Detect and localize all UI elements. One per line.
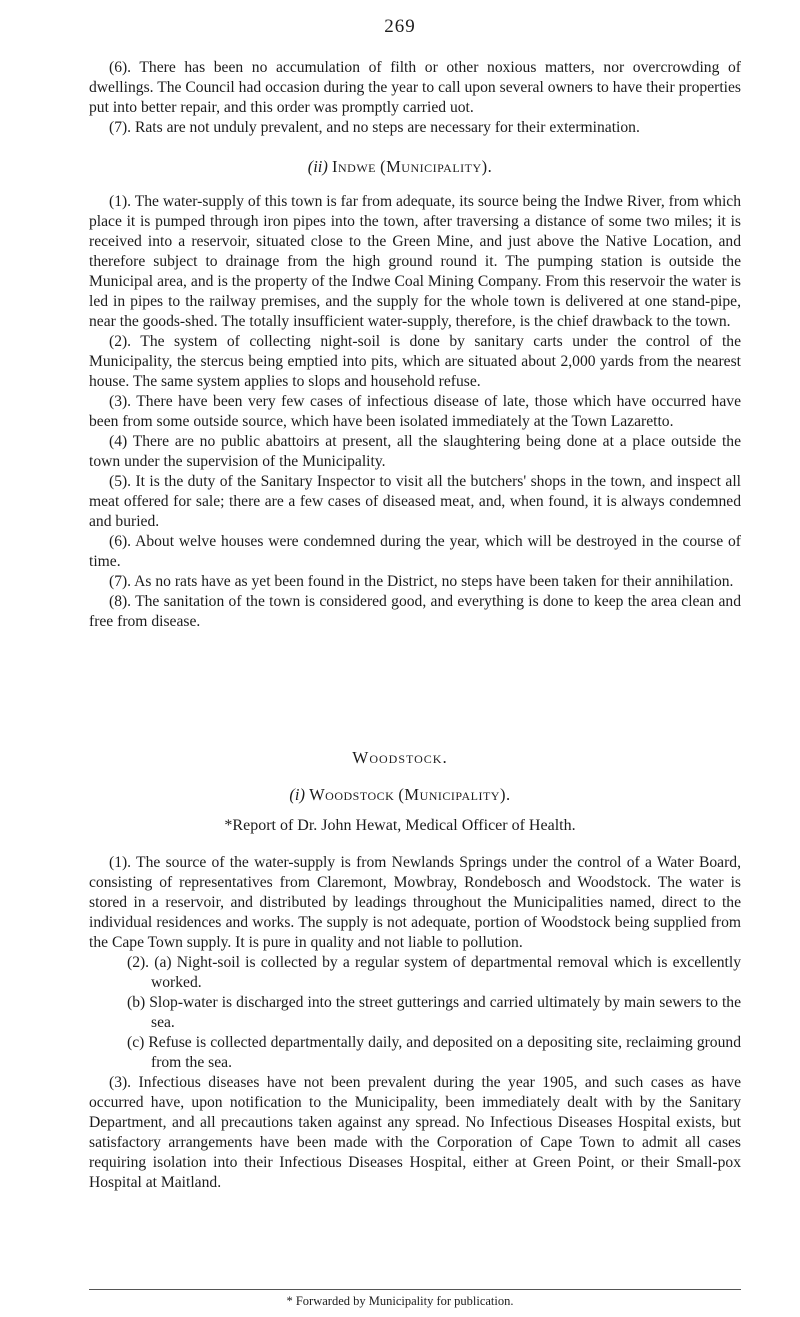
indwe-paragraph-7: (7). As no rats have as yet been found in the District, no steps have been taken for their annihilation. bbox=[109, 573, 734, 590]
woodstock-subheading-rest: (Municipality). bbox=[398, 785, 511, 804]
indwe-paragraph-4: (4) There are no public abattoirs at present, all the slaughtering being done at a place outside the town under the supervision of the Municipality. bbox=[89, 433, 741, 470]
woodstock-district-heading: Woodstock. bbox=[352, 748, 448, 767]
indwe-heading-number: (ii) bbox=[307, 157, 328, 176]
footnote: * Forwarded by Municipality for publication. bbox=[286, 1294, 514, 1308]
indwe-paragraph-3: (3). There have been very few cases of infectious disease of late, those which have occurred have been from some outside source, which have been isolated immediately at the Town Lazaretto. bbox=[89, 393, 741, 430]
page-number: 269 bbox=[384, 16, 416, 37]
report-attribution: *Report of Dr. John Hewat, Medical Officer of Health. bbox=[224, 817, 576, 834]
indwe-heading-sub: (Municipality). bbox=[380, 157, 493, 176]
woodstock-paragraph-2b: (b) Slop-water is discharged into the street gutterings and carried ultimately by main sewers to the sea. bbox=[127, 994, 741, 1031]
indwe-paragraph-1: (1). The water-supply of this town is far from adequate, its source being the Indwe River, from which place it is pumped through iron pipes into the town, after traversing a distance of some two miles; it is received into a reservoir, situated close to the Green Mine, and just above the Native Location, and therefore subject to drainage from the high ground round it. The pumping station is outside the Municipal area, and is the property of the Indwe Coal Mining Company. From this reservoir the water is led in pipes to the railway premises, and the supply for the whole town is delivered at one stand-pipe, near the goods-shed. The totally insufficient water-supply, therefore, is the chief drawback to the town. bbox=[89, 193, 741, 330]
indwe-paragraph-2: (2). The system of collecting night-soil is done by sanitary carts under the control of the Municipality, the stercus being emptied into pits, which are situated about 2,000 yards from the nearest house. The same system applies to slops and household refuse. bbox=[89, 333, 741, 390]
paragraph-6: (6). There has been no accumulation of filth or other noxious matters, nor overcrowding of dwellings. The Council had occasion during the year to call upon several owners to have their properties put into better repair, and this order was promptly carried uot. bbox=[89, 59, 741, 116]
footnote-divider bbox=[89, 1289, 741, 1290]
woodstock-subheading-name: Woodstock bbox=[309, 785, 395, 804]
woodstock-paragraph-3: (3). Infectious diseases have not been prevalent during the year 1905, and such cases as have occurred have, upon notification to the Municipality, been immediately dealt with by the Sanitary Department, and all precautions taken against any spread. No Infectious Diseases Hospital exists, but satisfactory arrangements have been made with the Corporation of Cape Town to admit all cases requiring isolation into their Infectious Diseases Hospital, either at Green Point, or their Small-pox Hospital at Maitland. bbox=[89, 1074, 741, 1191]
woodstock-paragraph-2a: (2). (a) Night-soil is collected by a regular system of departmental removal which is excellently worked. bbox=[127, 954, 741, 991]
paragraph-7: (7). Rats are not unduly prevalent, and no steps are necessary for their extermination. bbox=[109, 119, 640, 136]
woodstock-subheading-number: (i) bbox=[289, 785, 305, 804]
indwe-paragraph-6: (6). About welve houses were condemned during the year, which will be destroyed in the course of time. bbox=[89, 533, 741, 570]
indwe-paragraph-8: (8). The sanitation of the town is considered good, and everything is done to keep the area clean and free from disease. bbox=[89, 593, 741, 630]
indwe-section bbox=[89, 192, 741, 632]
woodstock-paragraph-2c: (c) Refuse is collected departmentally daily, and deposited on a depositing site, reclaiming ground from the sea. bbox=[127, 1034, 741, 1071]
indwe-heading-name: Indwe bbox=[332, 157, 376, 176]
woodstock-paragraph-1: (1). The source of the water-supply is from Newlands Springs under the control of a Water Board, consisting of representatives from Claremont, Mowbray, Rondebosch and Woodstock. The water is stored in a reservoir, and distributed by leadings throughout the Municipalities named, direct to the individual residences and works. The supply is not adequate, portion of Woodstock being supplied from the Cape Town supply. It is pure in quality and not liable to pollution. bbox=[89, 854, 741, 951]
indwe-previous-section bbox=[89, 58, 741, 138]
indwe-heading bbox=[0, 157, 800, 177]
indwe-paragraph-5: (5). It is the duty of the Sanitary Inspector to visit all the butchers' shops in the town, and inspect all meat offered for sale; there are a few cases of diseased meat, and, when found, it is always condemned and buried. bbox=[89, 473, 741, 530]
woodstock-subheading bbox=[0, 785, 800, 805]
woodstock-section bbox=[89, 853, 741, 1193]
